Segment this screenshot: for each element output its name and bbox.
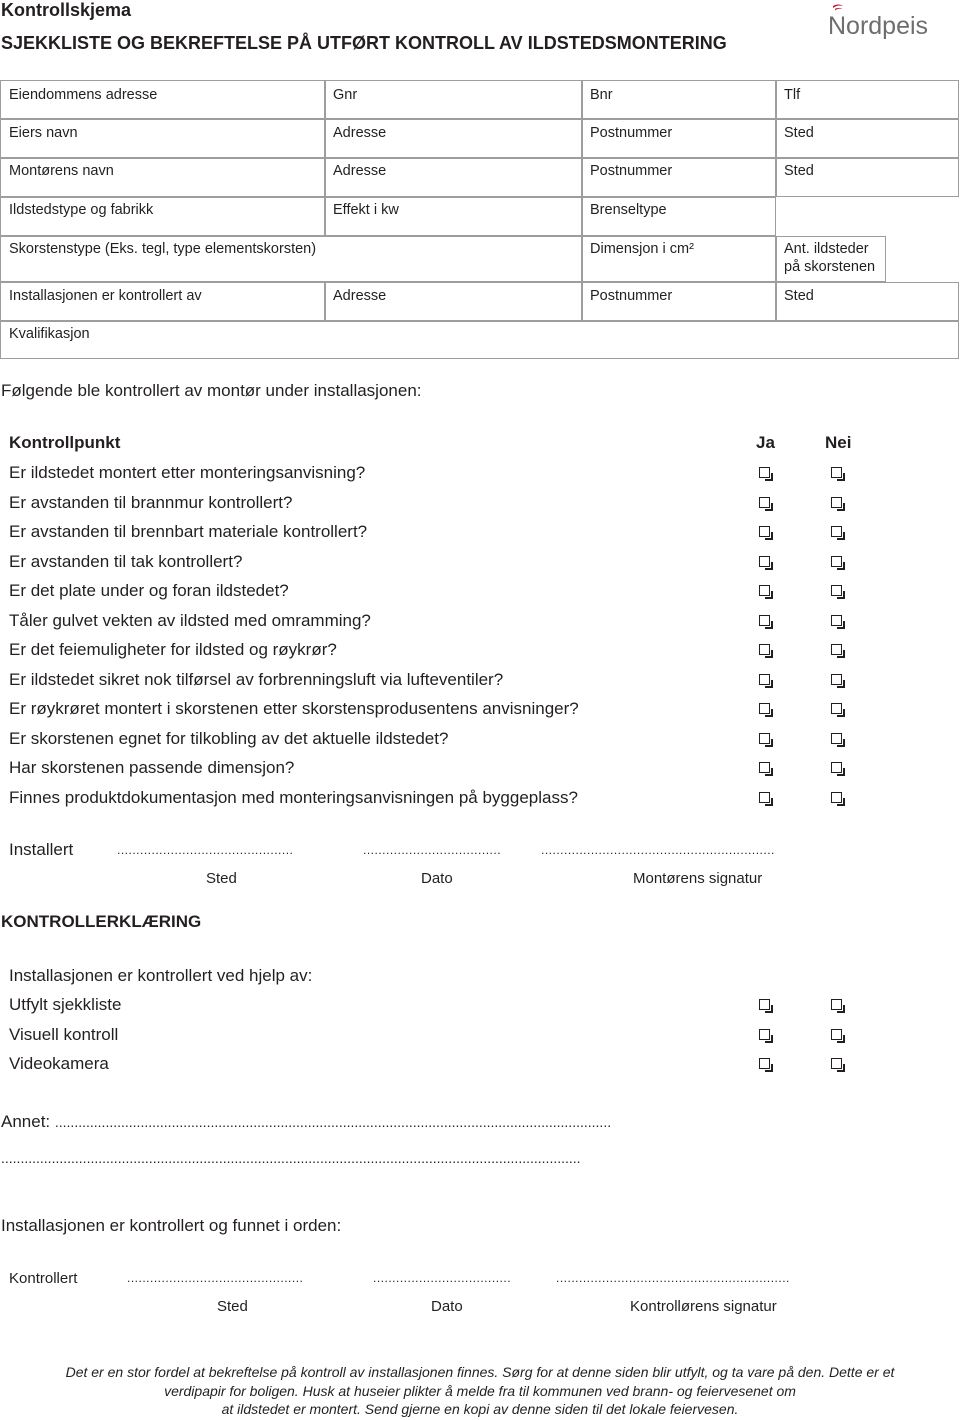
label-controller-address: Adresse	[333, 288, 387, 304]
checkbox-no[interactable]	[831, 1029, 842, 1040]
label-controller-postcode: Postnummer	[590, 288, 673, 304]
installed-date-line[interactable]: ....................................	[363, 843, 502, 857]
declaration-heading: KONTROLLERKLÆRING	[1, 912, 202, 931]
controlled-date-caption: Dato	[431, 1298, 463, 1315]
footer-line-3: at ildstedet er montert. Send gjerne en kopi av denne siden til det lokale feiervesen.	[221, 1401, 739, 1417]
installed-date-caption: Dato	[421, 870, 453, 887]
footer-note	[0, 1363, 960, 1419]
installed-signature-caption: Montørens signatur	[633, 870, 763, 887]
method-item: Utfylt sjekkliste	[9, 995, 122, 1014]
checklist-intro: Følgende ble kontrollert av montør under installasjonen:	[1, 381, 422, 400]
declaration-method-intro: Installasjonen er kontrollert ved hjelp av:	[9, 966, 313, 985]
label-power: Effekt i kw	[333, 202, 399, 218]
footer-line-2: verdipapir for boligen. Husk at huseier plikter å melde fra til kommunen ved brann- og feiervesenet om	[164, 1382, 796, 1399]
label-property-address: Eiendommens adresse	[9, 87, 158, 103]
form-subtitle: SJEKKLISTE OG BEKREFTELSE PÅ UTFØRT KONTROLL AV ILDSTEDSMONTERING	[1, 33, 727, 53]
checklist-item: Er det feiemuligheter for ildsted og røykrør?	[9, 640, 337, 659]
field-gnr[interactable]	[325, 80, 582, 119]
checkbox-no[interactable]	[831, 497, 842, 508]
checklist-item: Er avstanden til tak kontrollert?	[9, 552, 243, 571]
label-installer-place: Sted	[784, 163, 814, 179]
label-chimney-type: Skorstenstype (Eks. tegl, type elementskorsten)	[9, 241, 317, 257]
label-stove-count-2: på skorstenen	[784, 259, 876, 275]
label-qualification: Kvalifikasjon	[9, 326, 90, 342]
installed-place-caption: Sted	[206, 870, 237, 887]
checkbox-no[interactable]	[831, 999, 842, 1010]
label-controlled-by: Installasjonen er kontrollert av	[9, 288, 202, 304]
label-owner-address: Adresse	[333, 125, 387, 141]
installed-signature-line[interactable]: .............................................................	[541, 843, 775, 857]
checkbox-yes[interactable]	[759, 615, 770, 626]
controlled-place-caption: Sted	[217, 1298, 248, 1315]
checkbox-yes[interactable]	[759, 792, 770, 803]
label-stove-type: Ildstedstype og fabrikk	[9, 202, 154, 218]
checklist-item: Har skorstenen passende dimensjon?	[9, 758, 295, 777]
other-dots: ...............................................................................................................................................	[54, 1114, 612, 1130]
checklist-item: Er avstanden til brennbart materiale kontrollert?	[9, 522, 368, 541]
label-stove-count: Ant. ildsteder	[784, 241, 869, 257]
field-phone[interactable]	[776, 80, 959, 119]
checkbox-yes[interactable]	[759, 1029, 770, 1040]
checklist-item: Er ildstedet sikret nok tilførsel av forbrenningsluft via lufteventiler?	[9, 670, 504, 689]
flame-icon	[828, 2, 960, 42]
checkbox-yes[interactable]	[759, 999, 770, 1010]
checkbox-yes[interactable]	[759, 703, 770, 714]
checkbox-no[interactable]	[831, 526, 842, 537]
controlled-date-line[interactable]: ....................................	[373, 1271, 512, 1285]
checkbox-yes[interactable]	[759, 556, 770, 567]
other-label: Annet:	[1, 1112, 55, 1131]
found-ok-text: Installasjonen er kontrollert og funnet i orden:	[1, 1216, 342, 1235]
label-installer-name: Montørens navn	[9, 163, 114, 179]
checkbox-no[interactable]	[831, 585, 842, 596]
footer-line-1: Det er en stor fordel at bekreftelse på kontroll av installasjonen finnes. Sørg for at denne siden blir utfylt, og ta vare på den. Dette er et	[65, 1364, 895, 1380]
method-item: Videokamera	[9, 1054, 109, 1073]
checkbox-no[interactable]	[831, 1058, 842, 1069]
nordpeis-logo	[828, 2, 960, 42]
label-owner-place: Sted	[784, 125, 814, 141]
controlled-label: Kontrollert	[9, 1270, 78, 1287]
field-qualification[interactable]	[0, 321, 959, 359]
checkbox-yes[interactable]	[759, 497, 770, 508]
checkbox-yes[interactable]	[759, 733, 770, 744]
checkbox-no[interactable]	[831, 733, 842, 744]
label-controller-place: Sted	[784, 288, 814, 304]
controlled-place-line[interactable]: ..............................................	[127, 1271, 304, 1285]
method-item: Visuell kontroll	[9, 1025, 119, 1044]
installed-label: Installert	[9, 840, 74, 859]
label-installer-postcode: Postnummer	[590, 163, 673, 179]
checkbox-yes[interactable]	[759, 585, 770, 596]
checkbox-yes[interactable]	[759, 644, 770, 655]
checkbox-yes[interactable]	[759, 762, 770, 773]
checkbox-no[interactable]	[831, 467, 842, 478]
label-gnr: Gnr	[333, 87, 358, 103]
col-header-point: Kontrollpunkt	[9, 433, 121, 452]
checklist-item: Tåler gulvet vekten av ildsted med omramming?	[9, 611, 371, 630]
installed-place-line[interactable]: ..............................................	[117, 843, 294, 857]
checkbox-no[interactable]	[831, 674, 842, 685]
label-owner-name: Eiers navn	[9, 125, 78, 141]
label-phone: Tlf	[784, 87, 801, 103]
label-dimension: Dimensjon i cm²	[590, 241, 694, 257]
checkbox-yes[interactable]	[759, 526, 770, 537]
checklist-item: Er røykrøret montert i skorstenen etter skorstensprodusentens anvisninger?	[9, 699, 579, 718]
checklist-item: Er det plate under og foran ildstedet?	[9, 581, 289, 600]
checkbox-no[interactable]	[831, 792, 842, 803]
controlled-signature-line[interactable]: .............................................................	[556, 1271, 790, 1285]
other-field-line-2[interactable]: .....................................................................................................................................................	[1, 1150, 581, 1166]
checkbox-yes[interactable]	[759, 674, 770, 685]
checkbox-yes[interactable]	[759, 467, 770, 478]
col-header-yes: Ja	[756, 433, 775, 452]
controlled-signature-caption: Kontrollørens signatur	[630, 1298, 777, 1315]
checklist-item: Er skorstenen egnet for tilkobling av det aktuelle ildstedet?	[9, 729, 449, 748]
checklist-item: Er ildstedet montert etter monteringsanvisning?	[9, 463, 366, 482]
checkbox-no[interactable]	[831, 703, 842, 714]
other-field[interactable]	[1, 1112, 960, 1132]
form-title: Kontrollskjema	[1, 0, 132, 20]
checklist-item: Finnes produktdokumentasjon med monteringsanvisningen på byggeplass?	[9, 788, 578, 807]
label-owner-postcode: Postnummer	[590, 125, 673, 141]
checkbox-no[interactable]	[831, 556, 842, 567]
checkbox-no[interactable]	[831, 644, 842, 655]
col-header-no: Nei	[825, 433, 852, 452]
checkbox-yes[interactable]	[759, 1058, 770, 1069]
checklist-item: Er avstanden til brannmur kontrollert?	[9, 493, 293, 512]
label-installer-address: Adresse	[333, 163, 387, 179]
label-bnr: Bnr	[590, 87, 613, 103]
label-fuel-type: Brenseltype	[590, 202, 667, 218]
checkbox-no[interactable]	[831, 762, 842, 773]
logo-wordmark: Nordpeis	[828, 12, 929, 40]
checkbox-no[interactable]	[831, 615, 842, 626]
